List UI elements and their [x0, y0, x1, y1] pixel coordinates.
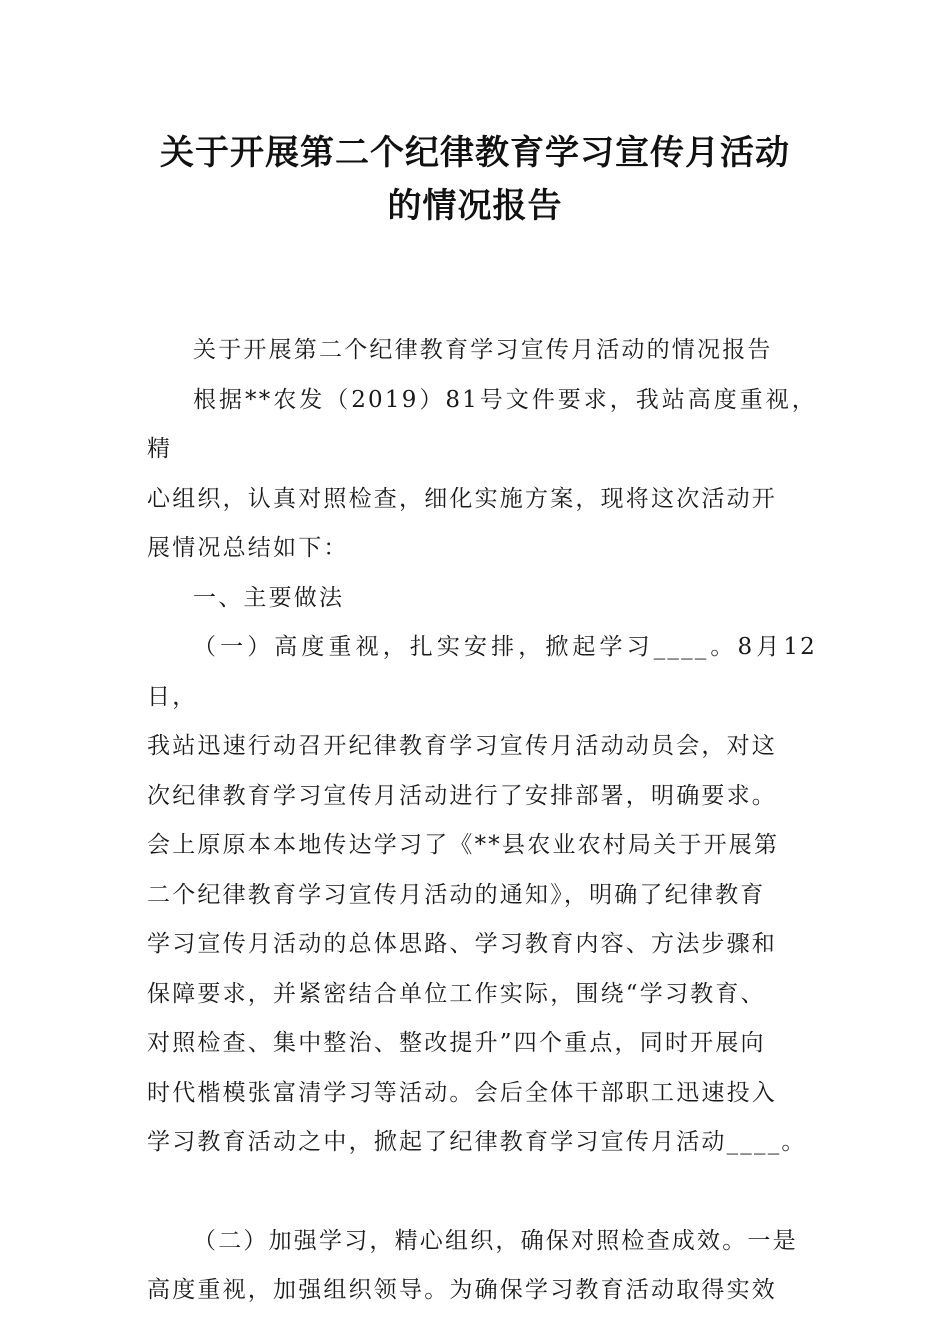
- paragraph-part-2: [147, 1217, 817, 1316]
- text-line: 会上原原本本地传达学习了《**县农业农村局关于开展第: [147, 832, 780, 858]
- paragraph-intro: [147, 376, 817, 574]
- text-line: 学习宣传月活动的总体思路、学习教育内容、方法步骤和: [147, 931, 777, 957]
- document-title-line-2: 的情况报告: [387, 186, 563, 226]
- document-title-line-1: 关于开展第二个纪律教育学习宣传月活动: [160, 133, 790, 173]
- text-line: （一）高度重视，扎实安排，掀起学习____。8月12日，: [147, 634, 817, 710]
- text-line: 学习教育活动之中，掀起了纪律教育学习宣传月活动____。: [147, 1129, 807, 1155]
- text-line: 次纪律教育学习宣传月活动进行了安排部署，明确要求。: [147, 782, 777, 809]
- paragraph-repeat-title: [147, 326, 817, 376]
- text-line: （二）加强学习，精心组织，确保对照检查成效。一是: [193, 1227, 798, 1254]
- paragraph-part-1: [147, 623, 817, 1168]
- text-line: 时代楷模张富清学习等活动。会后全体干部职工迅速投入: [147, 1079, 777, 1106]
- document-body: [147, 326, 817, 1316]
- text-line: 我站迅速行动召开纪律教育学习宣传月活动动员会，对这: [147, 733, 777, 759]
- text-line: 保障要求，并紧密结合单位工作实际，围绕“学习教育、: [147, 980, 766, 1007]
- text-line: 展情况总结如下：: [147, 535, 349, 561]
- section-heading: [147, 574, 817, 624]
- text-line: 对照检查、集中整治、整改提升”四个重点，同时开展向: [147, 1030, 766, 1056]
- text-line: 二个纪律教育学习宣传月活动的通知》，明确了纪律教育: [147, 881, 766, 908]
- text-line: 高度重视，加强组织领导。为确保学习教育活动取得实效: [147, 1277, 777, 1303]
- text-line: 根据**农发（2019）81号文件要求，我站高度重视，精: [147, 386, 817, 462]
- text-line: 关于开展第二个纪律教育学习宣传月活动的情况报告: [193, 337, 773, 363]
- text-line: 一、主要做法: [193, 584, 345, 611]
- text-line: 心组织，认真对照检查，细化实施方案，现将这次活动开: [147, 485, 777, 512]
